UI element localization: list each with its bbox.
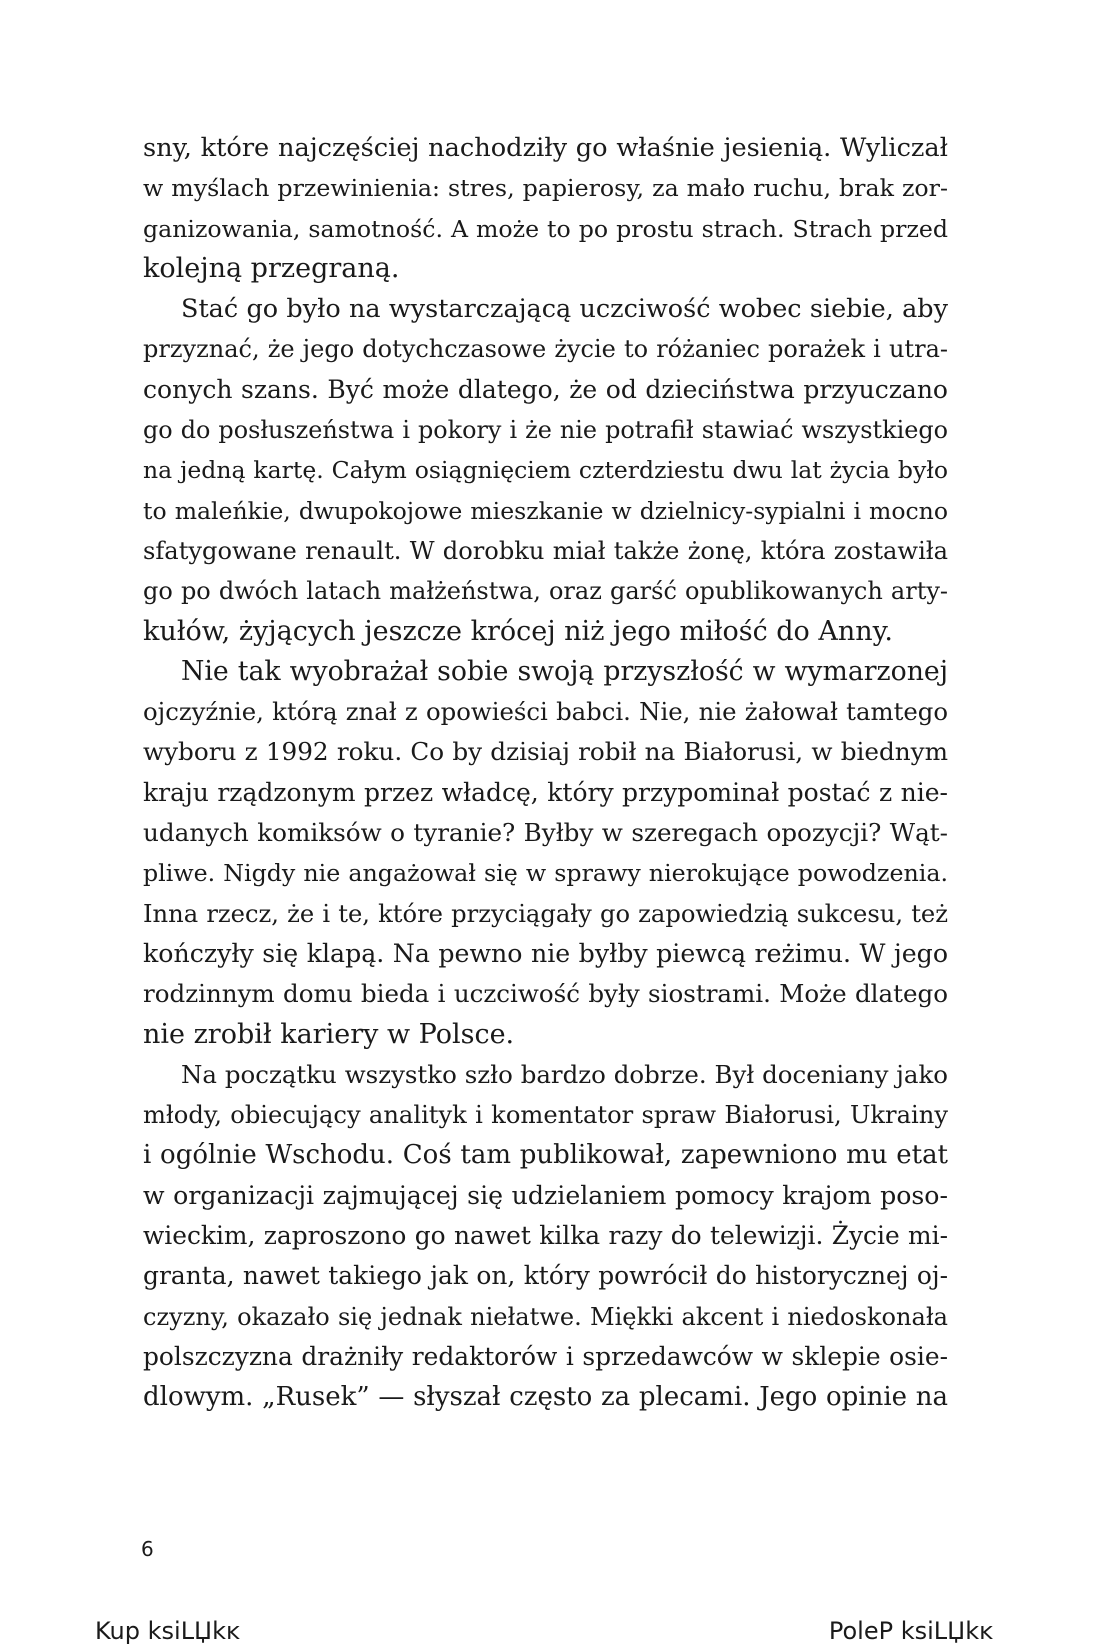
- recommend-book-link[interactable]: PoleP ksiLЏkĸ: [828, 1617, 993, 1645]
- text-line: w organizacji zajmującej się udzielaniem pomocy krajom poso-: [143, 1180, 948, 1210]
- text-line: nie zrobił kariery w Polsce.: [143, 1018, 515, 1050]
- text-line: wyboru z 1992 roku. Co by dzisiaj robił na Białorusi, w biednym: [143, 737, 948, 767]
- page-number: 6: [141, 1537, 154, 1561]
- text-line: młody, obiecujący analityk i komentator spraw Białorusi, Ukrainy: [143, 1101, 948, 1130]
- text-line: sny, które najczęściej nachodziły go właśnie jesienią. Wyliczał: [143, 133, 948, 163]
- text-line: i ogólnie Wschodu. Coś tam publikował, zapewniono mu etat: [143, 1140, 948, 1171]
- paragraph: [143, 289, 948, 652]
- text-line: to maleńkie, dwupokojowe mieszkanie w dzielnicy-sypialni i mocno: [143, 496, 948, 525]
- text-line: czyzny, okazało się jednak niełatwe. Miękki akcent i niedoskonała: [143, 1302, 948, 1331]
- text-line: kraju rządzonym przez władcę, który przypominał postać z nie-: [143, 777, 948, 807]
- text-line: przyznać, że jego dotychczasowe życie to różaniec porażek i utra-: [143, 335, 948, 364]
- text-line: ganizowania, samotność. A może to po prostu strach. Strach przed: [143, 214, 948, 243]
- text-line: kolejną przegraną.: [143, 252, 400, 284]
- buy-book-link[interactable]: Kup ksiLЏkĸ: [95, 1617, 240, 1645]
- text-line: dlowym. „Rusek” — słyszał często za plecami. Jego opinie na: [143, 1382, 948, 1413]
- paragraph: [143, 1055, 948, 1418]
- text-line: wieckim, zaproszono go nawet kilka razy do telewizji. Życie mi-: [143, 1221, 948, 1251]
- text-line: kończyły się klapą. Na pewno nie byłby piewcą reżimu. W jego: [143, 938, 948, 968]
- text-line: udanych komiksów o tyranie? Byłby w szeregach opozycji? Wąt-: [143, 818, 948, 848]
- text-line: sfatygowane renault. W dorobku miał także żonę, która zostawiła: [143, 536, 948, 565]
- text-line: kułów, żyjących jeszcze krócej niż jego miłość do Anny.: [143, 615, 893, 647]
- text-line: go po dwóch latach małżeństwa, oraz garść opublikowanych arty-: [143, 577, 948, 606]
- text-line: conych szans. Być może dlatego, że od dzieciństwa przyuczano: [143, 374, 948, 404]
- paragraph: [143, 128, 948, 289]
- text-line: Stać go było na wystarczającą uczciwość wobec siebie, aby: [181, 294, 948, 325]
- text-line: pliwe. Nigdy nie angażował się w sprawy nierokujące powodzenia.: [143, 859, 948, 888]
- text-line: go do posłuszeństwa i pokory i że nie potrafił stawiać wszystkiego: [143, 416, 948, 445]
- body-text: [143, 128, 948, 1418]
- text-line: polszczyzna drażniły redaktorów i sprzedawców w sklepie osie-: [143, 1341, 948, 1371]
- text-line: Nie tak wyobrażał sobie swoją przyszłość w wymarzonej: [181, 655, 948, 687]
- text-line: Inna rzecz, że i te, które przyciągały go zapowiedzią sukcesu, też: [143, 899, 948, 928]
- text-line: ojczyźnie, którą znał z opowieści babci. Nie, nie żałował tamtego: [143, 697, 948, 727]
- text-line: w myślach przewinienia: stres, papierosy, za mało ruchu, brak zor-: [143, 174, 948, 203]
- text-line: na jedną kartę. Całym osiągnięciem czterdziestu dwu lat życia było: [143, 456, 948, 485]
- text-line: Na początku wszystko szło bardzo dobrze. Był doceniany jako: [181, 1059, 948, 1089]
- paragraph: [143, 652, 948, 1055]
- text-line: granta, nawet takiego jak on, który powrócił do historycznej oj-: [143, 1261, 948, 1291]
- text-line: rodzinnym domu bieda i uczciwość były siostrami. Może dlatego: [143, 979, 948, 1009]
